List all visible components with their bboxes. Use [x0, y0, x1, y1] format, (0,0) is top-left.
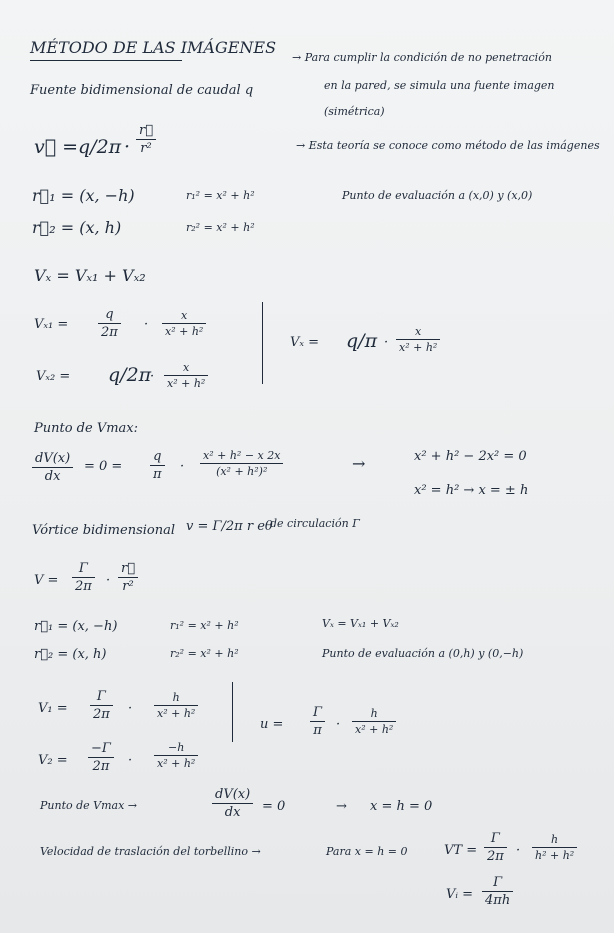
source-derivative: dV(x) dx [32, 452, 73, 483]
note-2: → Esta teoría se conoce como método de las imágenes [296, 139, 600, 152]
vortex-velocity-vector: r⃗ r² [118, 562, 138, 593]
vortex-vt-dot: · [516, 843, 521, 858]
vortex-vt-lhs: VT = [444, 843, 478, 858]
vortex-eval-points: Punto de evaluación a (0,h) y (0,−h) [322, 647, 524, 660]
vortex-vmax-eq: = 0 [262, 799, 286, 814]
source-r1-squared: r₁² = x² + h² [186, 189, 255, 202]
vortex-u-lhs: u = [260, 717, 284, 732]
source-velocity-vector-fraction: r⃗ r² [136, 124, 156, 155]
vortex-r2-squared: r₂² = x² + h² [170, 647, 239, 660]
vortex-circulation: de circulación Γ [270, 517, 360, 530]
vortex-v1-lhs: V₁ = [38, 701, 68, 716]
vortex-vt-coef: Γ 2π [484, 832, 507, 863]
vortex-velocity-coef: Γ 2π [72, 562, 95, 593]
vortex-vi-lhs: Vᵢ = [446, 887, 474, 902]
vortex-vmax-result: x = h = 0 [370, 799, 433, 814]
source-derivative-dot: · [180, 459, 185, 474]
vortex-velocity-lhs: V = [34, 573, 59, 588]
source-vx1-dot: · [144, 317, 149, 332]
source-r2: r⃗₂ = (x, h) [32, 218, 122, 237]
source-vx2-fraction: x x² + h² [164, 362, 208, 389]
source-r2-squared: r₂² = x² + h² [186, 221, 255, 234]
source-result-2: x² = h² → x = ± h [414, 483, 529, 498]
vortex-vmax-derivative: dV(x) dx [212, 788, 253, 819]
note-1-line-2: en la pared, se simula una fuente imagen [324, 79, 555, 92]
vortex-title: Vórtice bidimensional [32, 523, 176, 538]
source-velocity-coef: q/2π [78, 136, 122, 158]
vortex-v2-dot: · [128, 753, 133, 768]
note-1-line-1: → Para cumplir la condición de no penetración [292, 51, 552, 64]
vortex-vx-sum: Vₓ = Vₓ₁ + Vₓ₂ [322, 617, 399, 630]
source-velocity-lhs: v⃗ = [34, 136, 79, 158]
vortex-vi-fraction: Γ 4πh [482, 876, 513, 907]
source-vx2-coef: q/2π [108, 364, 152, 386]
vortex-vmax-arrow: → [336, 799, 347, 814]
vortex-u-coef: Γ π [310, 706, 325, 737]
vortex-v2-lhs: V₂ = [38, 753, 68, 768]
source-result-1: x² + h² − 2x² = 0 [414, 449, 527, 464]
vortex-vmax-label: Punto de Vmax → [40, 799, 138, 812]
vortex-r1: r⃗₁ = (x, −h) [34, 619, 118, 634]
source-vx1-coef: q 2π [98, 308, 121, 339]
vortex-v2-fraction: −h x² + h² [154, 742, 198, 769]
page-title: MÉTODO DE LAS IMÁGENES [30, 38, 277, 57]
title-underline [30, 60, 182, 61]
equation-divider [262, 302, 263, 384]
source-vx2-dot: · [150, 369, 155, 384]
vortex-u-dot: · [336, 717, 341, 732]
vortex-velocity-dot: · [106, 573, 111, 588]
vortex-vt-fraction: h h² + h² [532, 834, 577, 861]
source-vx-total-lhs: Vₓ = [290, 335, 320, 350]
vortex-equation-divider [232, 682, 233, 742]
vortex-v1-dot: · [128, 701, 133, 716]
vortex-r2: r⃗₂ = (x, h) [34, 647, 107, 662]
source-vx-total-coef: q/π [346, 330, 378, 352]
source-derivative-eq: = 0 = [84, 459, 123, 474]
vortex-v1-coef: Γ 2π [90, 690, 113, 721]
source-result-arrow: → [352, 454, 366, 473]
source-vx-total-dot: · [384, 335, 389, 350]
source-vx1-fraction: x x² + h² [162, 310, 206, 337]
source-eval-points: Punto de evaluación a (x,0) y (x,0) [342, 189, 533, 202]
section-subtitle: Fuente bidimensional de caudal q [30, 83, 254, 98]
source-vmax-title: Punto de Vmax: [34, 421, 138, 436]
vortex-u-fraction: h x² + h² [352, 708, 396, 735]
source-vx2-lhs: Vₓ₂ = [36, 369, 71, 384]
source-vx-total-fraction: x x² + h² [396, 326, 440, 353]
source-vx1-lhs: Vₓ₁ = [34, 317, 69, 332]
vortex-translation-condition: Para x = h = 0 [326, 845, 408, 858]
vortex-v2-coef: −Γ 2π [88, 742, 114, 773]
vortex-r1-squared: r₁² = x² + h² [170, 619, 239, 632]
source-velocity-dot: · [124, 136, 131, 158]
vortex-v1-fraction: h x² + h² [154, 692, 198, 719]
source-derivative-coef: q π [150, 450, 165, 481]
vortex-velocity-definition: v = Γ/2π r eθ [186, 519, 273, 534]
note-1-line-3: (simétrica) [324, 105, 385, 118]
source-derivative-fraction: x² + h² − x 2x (x² + h²)² [200, 450, 283, 477]
vortex-translation-label: Velocidad de traslación del torbellino → [40, 845, 261, 858]
source-r1: r⃗₁ = (x, −h) [32, 186, 135, 205]
source-vx-sum: Vₓ = Vₓ₁ + Vₓ₂ [34, 266, 146, 285]
